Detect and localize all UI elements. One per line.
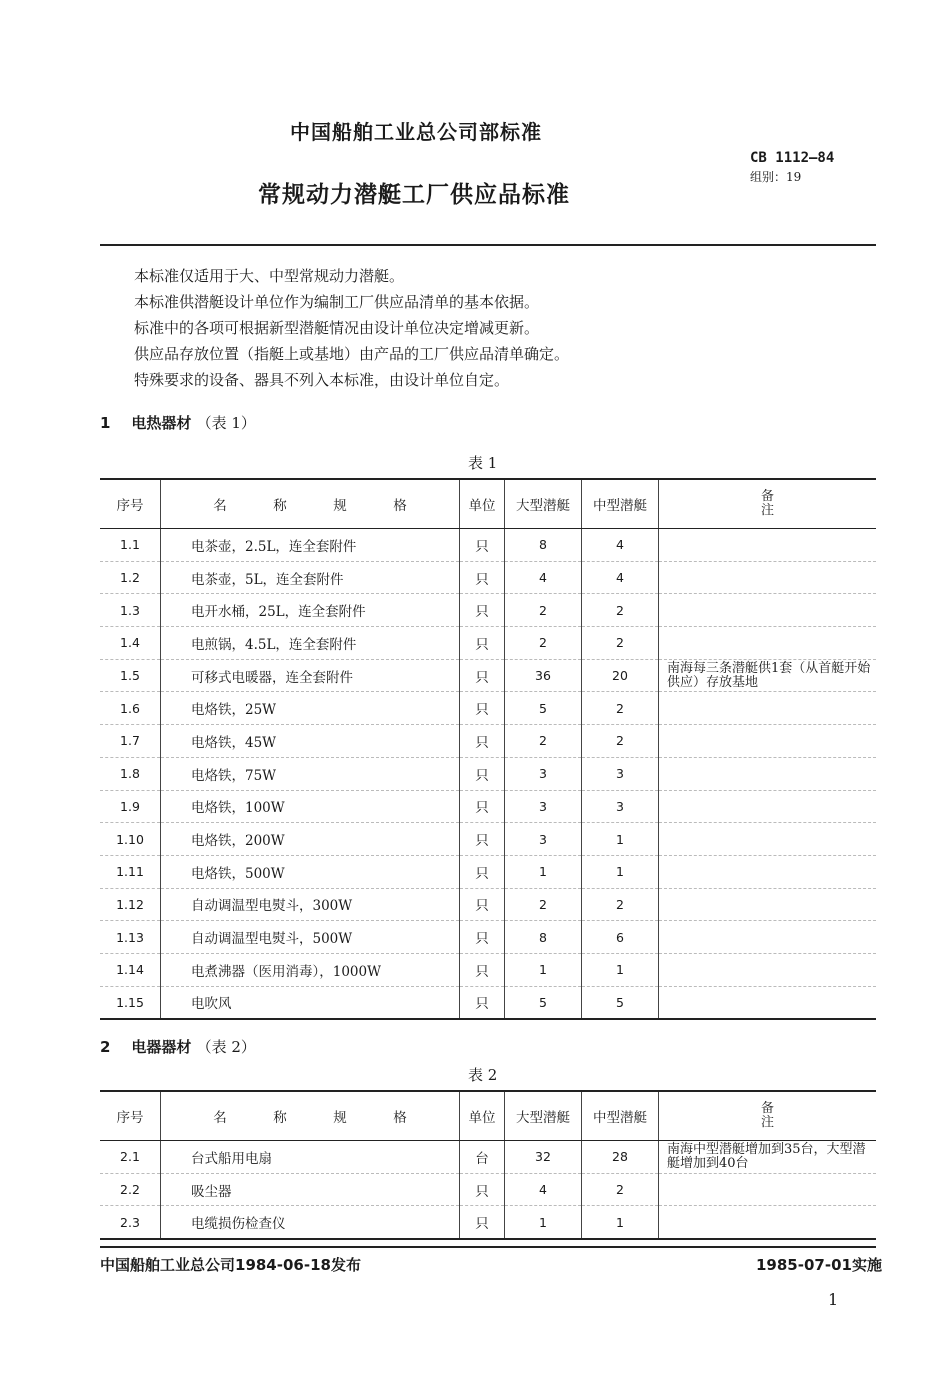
table-2 bbox=[100, 1090, 876, 1240]
section-title: 电器器材 bbox=[131, 1038, 192, 1056]
cell-mid: 3 bbox=[582, 790, 659, 823]
standard-code: CB 1112—84 bbox=[750, 150, 835, 166]
cell-mid: 1 bbox=[582, 953, 659, 986]
section-1-heading bbox=[100, 412, 256, 433]
header-mid: 中型潜艇 bbox=[582, 479, 659, 529]
table-row bbox=[100, 921, 876, 954]
cell-big: 8 bbox=[505, 921, 582, 954]
cell-no: 1.6 bbox=[100, 692, 161, 725]
cell-no: 1.7 bbox=[100, 725, 161, 758]
table-row bbox=[100, 790, 876, 823]
cell-note bbox=[659, 757, 877, 790]
cell-name: 电煎锅，4.5L，连全套附件 bbox=[161, 627, 460, 660]
cell-name: 电烙铁，75W bbox=[161, 757, 460, 790]
cell-name: 电开水桶，25L，连全套附件 bbox=[161, 594, 460, 627]
table-row bbox=[100, 1206, 876, 1239]
organization-header: 中国船舶工业总公司部标准 bbox=[290, 120, 542, 144]
table-row bbox=[100, 1173, 876, 1206]
cell-unit: 只 bbox=[460, 561, 505, 594]
cell-mid: 1 bbox=[582, 1206, 659, 1239]
cell-big: 2 bbox=[505, 627, 582, 660]
intro-line: 标准中的各项可根据新型潜艇情况由设计单位决定增减更新。 bbox=[134, 319, 540, 337]
table-row bbox=[100, 725, 876, 758]
cell-big: 8 bbox=[505, 529, 582, 562]
cell-no: 2.3 bbox=[120, 1214, 140, 1230]
cell-unit: 只 bbox=[460, 790, 505, 823]
cell-mid: 2 bbox=[582, 692, 659, 725]
table-row bbox=[100, 659, 876, 692]
table-2-body bbox=[100, 1141, 876, 1240]
table-row bbox=[100, 594, 876, 627]
cell-note bbox=[659, 594, 877, 627]
table-1 bbox=[100, 478, 876, 1020]
cell-mid: 2 bbox=[582, 1173, 659, 1206]
section-table-ref: （表 2） bbox=[196, 1038, 256, 1056]
section-2-heading bbox=[100, 1036, 256, 1057]
cell-no: 1.11 bbox=[100, 855, 161, 888]
table-row bbox=[100, 757, 876, 790]
header-rule bbox=[100, 244, 876, 246]
header-name: 名 称 规 格 bbox=[161, 1091, 460, 1141]
cell-big: 1 bbox=[505, 1206, 582, 1239]
cell-unit: 台 bbox=[460, 1141, 505, 1174]
cell-big: 1 bbox=[505, 855, 582, 888]
cell-unit: 只 bbox=[460, 757, 505, 790]
table-row bbox=[100, 855, 876, 888]
cell-name: 电煮沸器（医用消毒），1000W bbox=[161, 953, 460, 986]
cell-unit: 只 bbox=[460, 659, 505, 692]
cell-no: 2.1 bbox=[100, 1141, 161, 1174]
cell-name: 电烙铁，45W bbox=[161, 725, 460, 758]
cell-unit: 只 bbox=[460, 855, 505, 888]
cell-note bbox=[659, 855, 877, 888]
cell-no: 1.13 bbox=[100, 921, 161, 954]
cell-name: 自动调温型电熨斗，300W bbox=[161, 888, 460, 921]
section-table-ref: （表 1） bbox=[196, 414, 256, 432]
cell-mid: 5 bbox=[582, 986, 659, 1019]
cell-unit: 只 bbox=[460, 823, 505, 856]
cell-mid: 1 bbox=[582, 823, 659, 856]
cell-mid: 2 bbox=[582, 627, 659, 660]
table-header-row bbox=[100, 479, 876, 529]
cell-mid: 1 bbox=[582, 855, 659, 888]
cell-mid: 4 bbox=[582, 529, 659, 562]
table-row bbox=[100, 1141, 876, 1174]
cell-note bbox=[659, 529, 877, 562]
cell-no: 1.4 bbox=[100, 627, 161, 660]
cell-note bbox=[659, 1206, 877, 1239]
cell-mid: 4 bbox=[582, 561, 659, 594]
cell-big: 3 bbox=[505, 823, 582, 856]
cell-no: 1.1 bbox=[100, 529, 161, 562]
cell-note: 南海中型潜艇增加到35台，大型潜艇增加到40台 bbox=[659, 1141, 877, 1174]
cell-note bbox=[659, 921, 877, 954]
cell-big: 5 bbox=[505, 986, 582, 1019]
header-unit: 单位 bbox=[460, 479, 505, 529]
cell-big: 3 bbox=[505, 790, 582, 823]
cell-no: 1.15 bbox=[116, 994, 144, 1010]
cell-no: 1.2 bbox=[100, 561, 161, 594]
header-unit: 单位 bbox=[460, 1091, 505, 1141]
table-row bbox=[100, 692, 876, 725]
cell-name: 电吹风 bbox=[161, 986, 460, 1019]
footer-rule bbox=[100, 1246, 876, 1248]
header-note: 备注 bbox=[659, 1091, 877, 1141]
cell-big: 32 bbox=[505, 1141, 582, 1174]
cell-unit: 只 bbox=[460, 692, 505, 725]
header-big: 大型潜艇 bbox=[505, 1091, 582, 1141]
cell-unit: 只 bbox=[460, 529, 505, 562]
table-row bbox=[100, 823, 876, 856]
effective-date: 1985-07-01实施 bbox=[756, 1256, 882, 1274]
cell-unit: 只 bbox=[460, 594, 505, 627]
cell-unit: 只 bbox=[460, 986, 505, 1019]
section-title: 电热器材 bbox=[131, 414, 192, 432]
table-row bbox=[100, 627, 876, 660]
header-no: 序号 bbox=[100, 479, 161, 529]
cell-note bbox=[659, 561, 877, 594]
cell-mid: 3 bbox=[582, 757, 659, 790]
intro-line: 本标准仅适用于大、中型常规动力潜艇。 bbox=[134, 267, 405, 285]
cell-no: 2.2 bbox=[100, 1173, 161, 1206]
cell-no: 1.14 bbox=[100, 953, 161, 986]
intro-line: 本标准供潜艇设计单位作为编制工厂供应品清单的基本依据。 bbox=[134, 293, 540, 311]
cell-note bbox=[659, 888, 877, 921]
cell-big: 2 bbox=[505, 725, 582, 758]
table-row bbox=[100, 888, 876, 921]
intro-line: 特殊要求的设备、器具不列入本标准，由设计单位自定。 bbox=[134, 371, 510, 389]
cell-note bbox=[659, 953, 877, 986]
cell-no: 1.9 bbox=[100, 790, 161, 823]
cell-name: 电烙铁，25W bbox=[161, 692, 460, 725]
cell-unit: 只 bbox=[460, 888, 505, 921]
cell-big: 2 bbox=[505, 888, 582, 921]
cell-name: 台式船用电扇 bbox=[161, 1141, 460, 1174]
cell-unit: 只 bbox=[460, 725, 505, 758]
cell-no: 1.10 bbox=[100, 823, 161, 856]
cell-unit: 只 bbox=[460, 921, 505, 954]
cell-no: 1.5 bbox=[100, 659, 161, 692]
cell-mid: 2 bbox=[582, 888, 659, 921]
cell-name: 电烙铁，500W bbox=[161, 855, 460, 888]
group-number: 组别：19 bbox=[750, 170, 802, 184]
cell-note bbox=[659, 823, 877, 856]
cell-big: 3 bbox=[505, 757, 582, 790]
cell-name: 电茶壶，2.5L，连全套附件 bbox=[161, 529, 460, 562]
cell-no: 1.8 bbox=[100, 757, 161, 790]
cell-big: 2 bbox=[505, 594, 582, 627]
page-number: 1 bbox=[828, 1290, 839, 1309]
table-row bbox=[100, 561, 876, 594]
header-mid: 中型潜艇 bbox=[582, 1091, 659, 1141]
cell-note bbox=[659, 986, 877, 1019]
table-1-caption: 表 1 bbox=[468, 454, 498, 472]
cell-big: 5 bbox=[505, 692, 582, 725]
table-row bbox=[100, 953, 876, 986]
issue-date: 中国船舶工业总公司1984-06-18发布 bbox=[100, 1256, 361, 1274]
header-big: 大型潜艇 bbox=[505, 479, 582, 529]
cell-mid: 28 bbox=[582, 1141, 659, 1174]
document-title: 常规动力潜艇工厂供应品标准 bbox=[258, 182, 570, 208]
cell-note bbox=[659, 790, 877, 823]
cell-name: 电缆损伤检查仪 bbox=[161, 1206, 460, 1239]
cell-no: 1.12 bbox=[100, 888, 161, 921]
cell-unit: 只 bbox=[460, 953, 505, 986]
table-row bbox=[100, 986, 876, 1019]
table-row bbox=[100, 529, 876, 562]
section-number: 1 bbox=[100, 414, 111, 432]
cell-mid: 6 bbox=[582, 921, 659, 954]
cell-note bbox=[659, 692, 877, 725]
cell-name: 电烙铁，100W bbox=[161, 790, 460, 823]
intro-paragraphs bbox=[134, 263, 569, 393]
cell-unit: 只 bbox=[460, 1173, 505, 1206]
header-no: 序号 bbox=[100, 1091, 161, 1141]
cell-mid: 20 bbox=[582, 659, 659, 692]
cell-big: 4 bbox=[505, 561, 582, 594]
table-2-caption: 表 2 bbox=[468, 1066, 498, 1084]
cell-big: 36 bbox=[505, 659, 582, 692]
cell-name: 吸尘器 bbox=[161, 1173, 460, 1206]
cell-mid: 2 bbox=[582, 594, 659, 627]
cell-mid: 2 bbox=[582, 725, 659, 758]
cell-name: 可移式电暖器，连全套附件 bbox=[161, 659, 460, 692]
header-name: 名 称 规 格 bbox=[161, 479, 460, 529]
cell-note: 南海每三条潜艇供1套（从首艇开始供应）存放基地 bbox=[659, 659, 877, 692]
cell-name: 自动调温型电熨斗，500W bbox=[161, 921, 460, 954]
cell-note bbox=[659, 627, 877, 660]
cell-name: 电茶壶，5L，连全套附件 bbox=[161, 561, 460, 594]
cell-name: 电烙铁，200W bbox=[161, 823, 460, 856]
table-header-row bbox=[100, 1091, 876, 1141]
table-1-body bbox=[100, 529, 876, 1020]
cell-big: 1 bbox=[505, 953, 582, 986]
section-number: 2 bbox=[100, 1038, 111, 1056]
cell-no: 1.3 bbox=[100, 594, 161, 627]
intro-line: 供应品存放位置（指艇上或基地）由产品的工厂供应品清单确定。 bbox=[134, 345, 570, 363]
cell-note bbox=[659, 1173, 877, 1206]
cell-unit: 只 bbox=[460, 1206, 505, 1239]
header-note: 备注 bbox=[659, 479, 877, 529]
cell-big: 4 bbox=[505, 1173, 582, 1206]
cell-note bbox=[659, 725, 877, 758]
cell-unit: 只 bbox=[460, 627, 505, 660]
